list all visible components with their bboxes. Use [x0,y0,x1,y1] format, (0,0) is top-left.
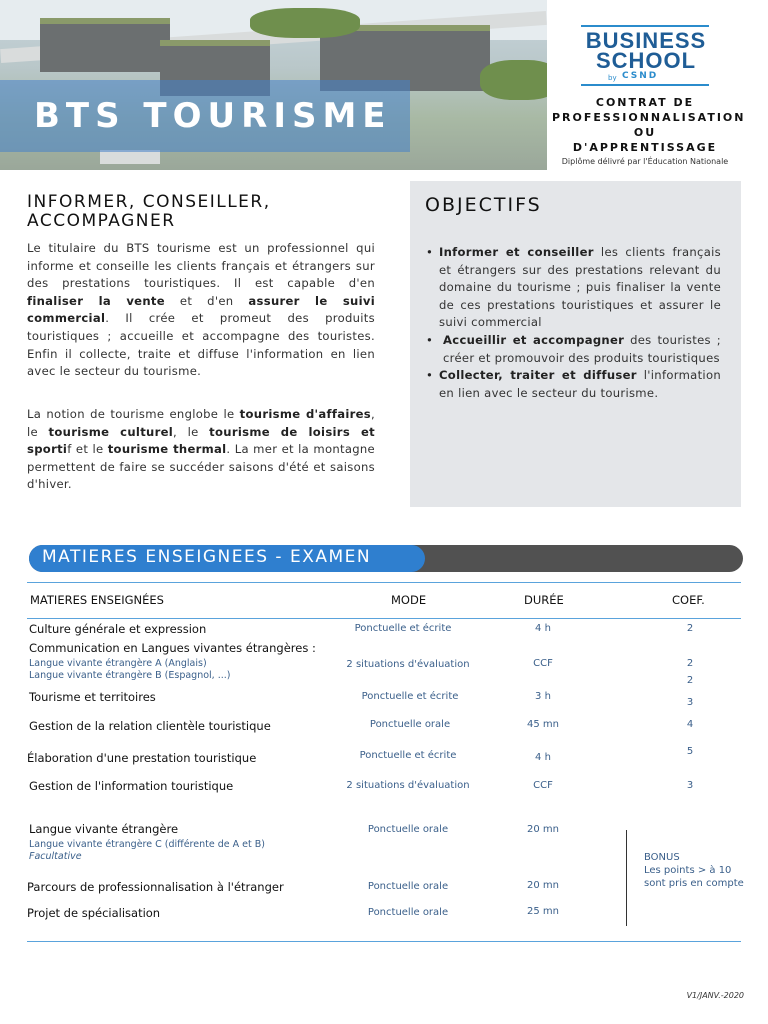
section-title: MATIERES ENSEIGNEES - EXAMEN [42,547,372,567]
row-label: Projet de spécialisation [27,906,161,920]
row-coef: 5 [686,746,694,757]
diploma-note: Diplôme délivré par l'Éducation Nationale [561,157,729,166]
row-sublabel: Langue vivante étrangère A (Anglais) [29,658,207,669]
row-label: Gestion de la relation clientèle touristique [29,719,271,733]
text-run: f et le [67,442,108,457]
contract-line: OU [633,126,657,139]
row-mode: Ponctuelle et écrite [361,691,459,702]
col-header-duree: DURÉE [524,593,564,607]
text-run-bold: finaliser la vente [27,293,165,308]
row-mode: 2 situations d'évaluation [346,780,470,791]
row-duree: CCF [533,658,553,669]
row-coef: 3 [686,780,694,791]
version-label: V1/JANV.-2020 [686,991,744,1000]
text-run-bold: Collecter, traiter et diffuser [439,368,637,383]
logo-text-school: SCHOOL [595,48,697,73]
text-run: l'information en lien avec le secteur du tourisme. [439,368,721,400]
contract-type [552,95,746,155]
hero-image [0,0,547,170]
hero-trees [480,60,547,100]
row-coef: 2 [686,675,694,686]
intro-heading-line: ACCOMPAGNER [27,211,176,231]
logo-rule [581,84,709,86]
text-run-bold: Accueillir et accompagner [443,332,625,347]
objectives-title: OBJECTIFS [425,194,542,216]
text-run: , le [173,424,210,439]
row-mode: Ponctuelle et écrite [359,750,457,761]
row-coef: 2 [686,658,694,669]
row-label: Culture générale et expression [29,622,207,636]
row-mode: Ponctuelle orale [367,824,449,835]
row-label: Communication en Langues vivantes étrangères : [29,641,316,655]
row-duree: 4 h [535,623,551,634]
contract-line: CONTRAT DE [595,96,695,109]
text-run: Le titulaire du BTS tourisme est un professionnel qui informe et conseille les clients français et étrangers sur des prestations touristiques. Il est capable d'en [27,241,375,291]
text-run: , le [27,407,375,439]
text-run-bold: tourisme thermal [107,442,227,457]
text-run: et d'en [164,293,249,308]
logo-text-business: BUSINESS [585,28,707,53]
contract-line: PROFESSIONNALISATION [552,111,746,124]
bonus-text: Les points > à 10 sont pris en compte [644,865,744,889]
row-label: Parcours de professionnalisation à l'étranger [27,880,284,894]
objective-item [425,367,721,402]
bonus-divider [626,830,627,926]
text-run-bold: tourisme d'affaires [239,407,371,421]
row-mode: Ponctuelle orale [367,907,449,918]
text-run: . Il crée et promeut des produits touristiques ; accueille et accompagne des touristes. Enfin il collecte, traite et diffuse l'information en lien avec le secteur du tourisme. [27,311,375,379]
row-sublabel: Langue vivante étrangère B (Espagnol, ...) [29,670,231,681]
logo-rule [581,25,709,27]
row-duree: 45 mn [527,719,559,730]
row-duree: 4 h [535,752,551,763]
text-run: . La mer et la montagne permettent de faire se succéder saisons d'été et saisons d'hiver. [27,442,375,492]
row-mode: Ponctuelle orale [367,881,449,892]
row-coef: 4 [686,719,694,730]
text-run-bold: tourisme culturel [48,424,174,439]
objective-item [425,244,721,332]
table-rule [27,582,741,583]
row-label: Tourisme et territoires [29,690,156,704]
row-label: Gestion de l'information touristique [29,779,234,793]
row-mode: 2 situations d'évaluation [346,659,470,670]
row-mode: Ponctuelle et écrite [354,623,452,634]
col-header-mode: MODE [391,593,427,607]
text-run-bold: tourisme de loisirs et sporti [27,424,375,457]
row-sublabel: Facultative [29,851,82,862]
col-header-coef: COEF. [672,593,705,607]
bonus-note [644,851,744,890]
text-run-bold: Informer et conseiller [439,245,594,259]
intro-paragraph-2 [27,406,375,494]
logo-brand: CSND [622,71,659,81]
bonus-title: BONUS [644,852,680,863]
hero-trees [250,8,360,38]
intro-heading-line: INFORMER, CONSEILLER, [27,192,271,212]
objectives-list [425,244,721,402]
col-header-matiere: MATIERES ENSEIGNÉES [30,593,164,607]
intro-heading [27,193,327,231]
table-rule [27,941,741,942]
objective-item [425,332,721,367]
hero-crosswalk [100,150,160,164]
row-duree: 25 mn [527,906,559,917]
row-coef: 2 [686,623,694,634]
page-title: BTS TOURISME [34,96,392,136]
table-rule [27,618,741,619]
text-run: des touristes ; créer et promouvoir des produits touristiques [443,332,722,365]
row-coef: 3 [686,697,694,708]
row-sublabel: Langue vivante étrangère C (différente de A et B) [29,839,265,850]
contract-line: D'APPRENTISSAGE [572,141,718,154]
text-run: les clients français et étrangers sur des prestations relevant du domaine du tourisme ; puis finaliser la vente de ces prestations touristiques et assurer le suivi commercial [439,245,721,330]
row-mode: Ponctuelle orale [369,719,451,730]
row-label: Langue vivante étrangère [29,822,179,836]
row-duree: 20 mn [527,824,559,835]
row-label: Élaboration d'une prestation touristique [27,751,257,765]
text-run: La notion de tourisme englobe le [27,407,240,421]
row-duree: 20 mn [527,880,559,891]
row-duree: 3 h [535,691,551,702]
row-duree: CCF [533,780,553,791]
intro-paragraph-1 [27,240,375,381]
hero-building [40,18,170,72]
text-run-bold: assurer le suivi commercial [27,293,375,326]
logo-by: by [608,74,617,82]
